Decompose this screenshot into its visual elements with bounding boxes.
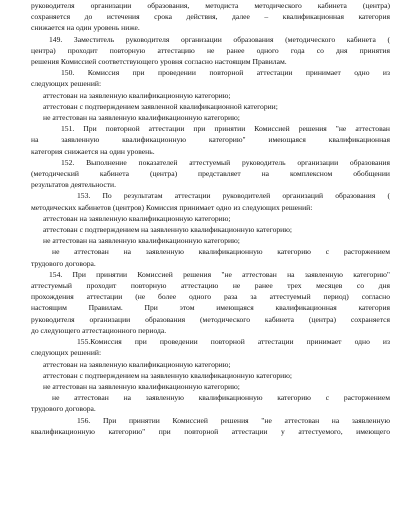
text-line: прохождения аттестации (не более одного раза за аттестуемый период) согласно <box>31 292 390 302</box>
text-line: сохраняется до истечения срока действия, далее – квалификационная категория <box>31 12 390 22</box>
text-line: трудового договора. <box>31 404 96 414</box>
text-line: 153. По результатам аттестации руководителей организаций образования ( <box>77 191 390 201</box>
text-line: до следующего аттестационного периода. <box>31 325 167 335</box>
text-line: (методический кабинета (центра) представляет на комплексном обобщении <box>31 169 390 179</box>
text-line: руководителя организации образования, методиста методического кабинета (центра) <box>31 1 390 10</box>
text-line: методических кабинетов (центров) Комиссия принимает одно из следующих решений: <box>31 202 313 212</box>
text-line: не аттестован на заявленную квалификационную категорию; <box>43 381 240 391</box>
text-line: трудового договора. <box>31 258 96 268</box>
text-line: квалификационную категорию" при повторной аттестации у аттестуемого, имеющего <box>31 426 390 436</box>
text-line: настоящим Правилам. При этом имеющаяся квалификационная категория <box>31 303 390 313</box>
text-line: аттестован с подтверждением заявленной квалификационной категории; <box>43 101 278 111</box>
text-line: аттестован на заявленную квалификационную категорию; <box>43 359 231 369</box>
text-line: аттестуемый проходит повторную аттестацию не ранее трех месяцев со дня <box>31 281 390 291</box>
text-line: руководителя организации образования (методического кабинета (центра) сохраняется <box>31 314 390 324</box>
text-line: на заявленную квалификационную категорию" имеющаяся квалификационная <box>31 135 390 145</box>
text-line: аттестован с подтверждением на заявленную квалификационную категорию; <box>43 225 293 235</box>
text-line: результатов деятельности. <box>31 180 116 190</box>
text-line: 150. Комиссия при проведении повторной аттестации принимает одно из <box>61 68 390 78</box>
text-line: не аттестован на заявленную квалификационную категорию с расторжением <box>52 393 390 403</box>
text-line: аттестован с подтверждением на заявленную квалификационную категорию; <box>43 370 293 380</box>
text-line: 156. При принятии Комиссией решения "не аттестован на заявленную <box>77 415 390 425</box>
text-line: не аттестован на заявленную квалификационную категорию; <box>43 113 240 123</box>
text-line: 149. Заместитель руководителя организации образования (методического кабинета ( <box>49 34 390 44</box>
text-line: следующих решений: <box>31 79 102 89</box>
text-line: 151. При повторной аттестации при принятии Комиссией решения "не аттестован <box>61 124 390 134</box>
text-line: центра) проходит повторную аттестацию не ранее одного года со дня принятия <box>31 45 390 55</box>
text-line: не аттестован на заявленную квалификационную категорию с расторжением <box>52 247 390 257</box>
text-line: аттестован на заявленную квалификационную категорию; <box>43 213 231 223</box>
text-line: категория снижается на один уровень. <box>31 146 155 156</box>
text-line: решения Комиссией соответствующего уровня согласно настоящим Правилам. <box>31 57 287 67</box>
text-line: не аттестован на заявленную квалификационную категорию; <box>43 236 240 246</box>
text-line: 154. При принятии Комиссией решения "не аттестован на заявленную категорию" <box>49 269 390 279</box>
text-line: снижается на один уровень ниже. <box>31 23 140 33</box>
text-line: 155.Комиссия при проведении повторной аттестации принимает одно из <box>77 337 390 347</box>
text-line: аттестован на заявленную квалификационную категорию; <box>43 90 231 100</box>
text-line: 152. Выполнение показателей аттестуемый руководитель организации образования <box>61 157 390 167</box>
text-line: следующих решений: <box>31 348 102 358</box>
